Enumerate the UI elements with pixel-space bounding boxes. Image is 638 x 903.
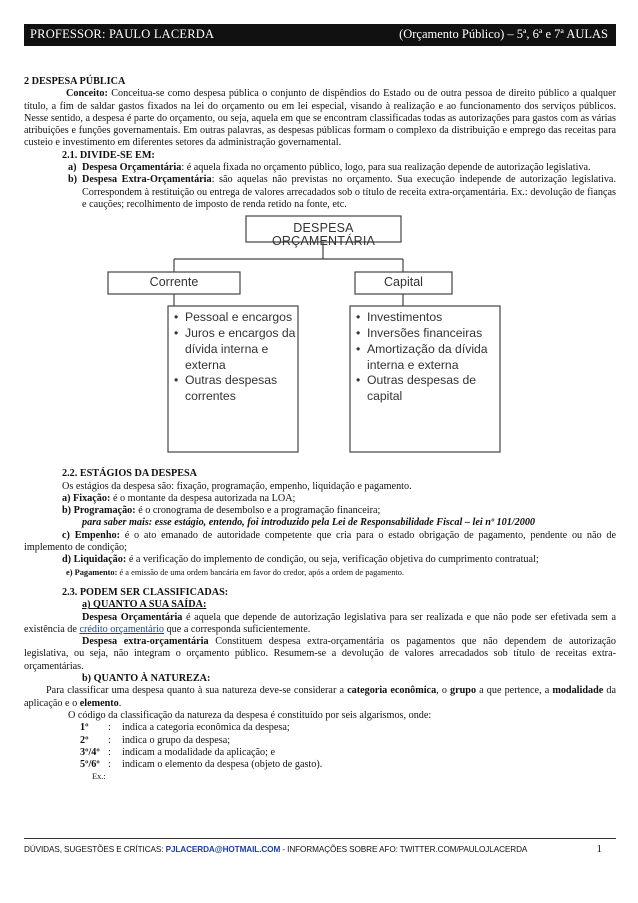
- list-item: b) Despesa Extra-Orçamentária: são aquelas não previstas no orçamento. Sua execução independe de autorização legislativa. Correspondem à restituição ou entrega de valores arrecadados sob o título de receita extra-orçamentária. Ex.: devolução de fianças e cauções; recolhimento de imposto de renda retido na fonte, etc.: [68, 174, 616, 210]
- divide-title: 2.1. DIVIDE-SE EM:: [62, 149, 155, 161]
- list-item: • Juros e encargos da dívida interna e externa: [174, 326, 296, 373]
- example-label: Ex.:: [92, 772, 106, 782]
- section-title: 2 DESPESA PÚBLICA: [24, 76, 126, 87]
- codigo-paragraph: O código da classificação da natureza da despesa é constituído por seis algarismos, onde:: [68, 709, 432, 721]
- footer-text: DÚVIDAS, SUGESTÕES E CRÍTICAS: PJLACERDA@HOTMAIL.COM - INFORMAÇÕES SOBRE AFO: TWITTER.COM/PAULOJLACERDA: [24, 845, 528, 854]
- natureza-paragraph: Para classificar uma despesa quanto à sua natureza deve-se considerar a categoria econômica, o grupo a que pertence, a modalidade da aplicação e o elemento.: [24, 685, 617, 709]
- footer-email-link[interactable]: PJLACERDA@HOTMAIL.COM: [165, 845, 281, 854]
- code-row: 5º/6º : indicam o elemento da despesa (objeto de gasto).: [80, 759, 323, 771]
- corrente-list: [174, 310, 296, 405]
- list-item: • Investimentos: [356, 310, 498, 326]
- estagios-intro: Os estágios da despesa são: fixação, programação, empenho, liquidação e pagamento.: [62, 480, 412, 492]
- codes-list: [80, 722, 616, 771]
- capital-list: [356, 310, 498, 405]
- despesa-orcamentaria-def: Despesa Orçamentária é aquela que depende de autorização legislativa para ser realizada e que não pode ser efetivada sem a existência de crédito orçamentário que a corresponda suficientemente.: [24, 611, 616, 635]
- quanto-natureza-title: b) QUANTO À NATUREZA:: [82, 673, 211, 685]
- diagram-title: DESPESA ORÇAMENTÁRIA: [271, 221, 376, 248]
- list-item: • Amortização da dívida interna e externa: [356, 342, 498, 374]
- credito-orcamentario-link[interactable]: crédito orçamentário: [79, 623, 165, 635]
- concept-text: Conceitua-se como despesa pública o conjunto de dispêndios do Estado ou de outra pessoa de direito público a qualquer título, a fim de saldar gastos fixados na lei do orçamento ou em lei especial, visando à realização e ao funcionamento dos serviços públicos. Nesse sentido, a despesa é parte do orçamento, ou seja, aquela em que se encontram classificadas todas as autorizações para gastos com as várias atribuições e funções governamentais. Em outras palavras, as despesas públicas formam o complexo da distribuição e emprego das receitas para custeio e investimento em diferentes setores da administração governamental.: [24, 88, 616, 149]
- estagio-empenho: c) Empenho: é o ato emanado de autoridade competente que cria para o estado obrigação de pagamento, pendente ou não de implemento de condição;: [24, 529, 617, 554]
- quanto-saida-title: a) QUANTO A SUA SAÍDA:: [82, 599, 207, 611]
- saber-mais-note: para saber mais: esse estágio, entendo, foi introduzido pela Lei de Responsabilidade Fiscal – lei nº 101/2000: [82, 517, 536, 529]
- list-item: • Outras despesas de capital: [356, 373, 498, 405]
- page-footer: [24, 838, 616, 855]
- header-professor: PROFESSOR: PAULO LACERDA: [30, 27, 215, 41]
- list-item: • Outras despesas correntes: [174, 373, 296, 405]
- despesa-extra-def: Despesa extra-orçamentária Constituem despesa extra-orçamentária os pagamentos que não dependem de autorização legislativa, ou seja, não integram o orçamento público. Resumem-se a devolução de valores arrecadados sob título de receitas extra-orçamentárias.: [24, 636, 616, 672]
- code-row: 2º : indica o grupo da despesa;: [80, 734, 231, 746]
- list-item: • Inversões financeiras: [356, 326, 498, 342]
- page-number: 1: [596, 843, 602, 855]
- despesa-orcamentaria-diagram: [24, 214, 616, 454]
- concept-label: Conceito:: [66, 88, 108, 100]
- diagram-shapes: [24, 214, 616, 454]
- page-header: [24, 24, 616, 46]
- classificadas-title: 2.3. PODEM SER CLASSIFICADAS:: [62, 586, 229, 598]
- estagio-liquidacao: d) Liquidação: é a verificação do implemento de condição, ou seja, verificação objetiva do cumprimento contratual;: [62, 554, 539, 566]
- list-item: • Pessoal e encargos: [174, 310, 296, 326]
- estagio-programacao: b) Programação: é o cronograma de desembolso e a programação financeira;: [62, 505, 381, 517]
- estagio-fixacao: a) Fixação: é o montante da despesa autorizada na LOA;: [62, 492, 296, 504]
- capital-label: Capital: [384, 275, 423, 290]
- list-item: a) Despesa Orçamentária: é aquela fixada no orçamento público, logo, para sua realização depende de autorização legislativa.: [68, 162, 591, 174]
- corrente-label: Corrente: [149, 275, 199, 290]
- document-body: [24, 76, 616, 784]
- code-row: 1º : indica a categoria econômica da despesa;: [80, 722, 290, 734]
- estagios-title: 2.2. ESTÁGIOS DA DESPESA: [62, 468, 198, 480]
- code-row: 3º/4º : indicam a modalidade da aplicação; e: [80, 746, 276, 758]
- concept-paragraph: [24, 88, 616, 149]
- header-course: (Orçamento Público) – 5ª, 6ª e 7ª AULAS: [399, 27, 608, 41]
- estagio-pagamento: e) Pagamento: é a emissão de uma ordem bancária em favor do credor, após a ordem de pagamento.: [66, 567, 405, 577]
